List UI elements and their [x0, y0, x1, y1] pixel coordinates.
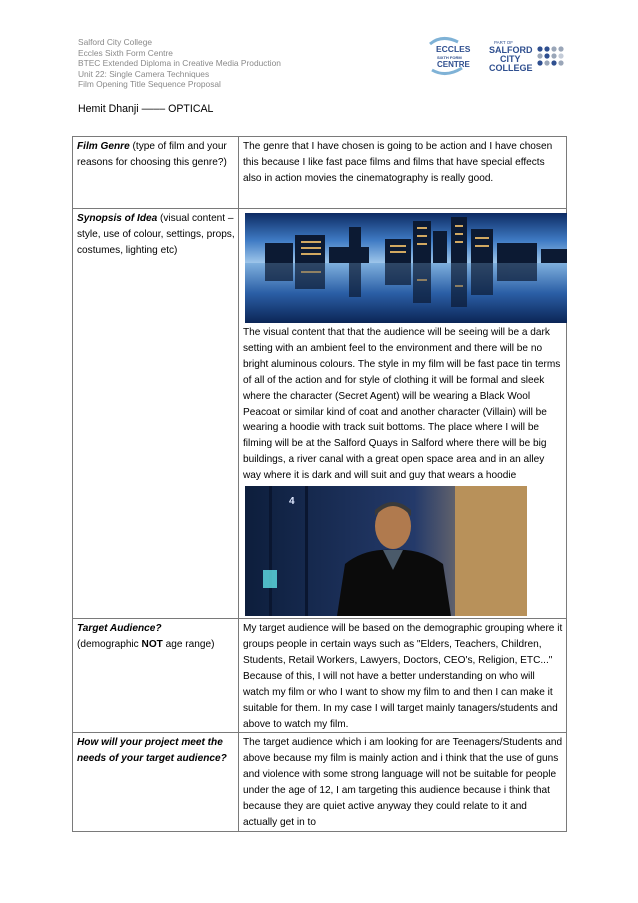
eccles-logo-line3: CENTRE [437, 60, 470, 69]
author-line: Hemit Dhanji –––– OPTICAL [78, 103, 214, 115]
label-text: age range) [162, 638, 215, 650]
row-label-genre [73, 137, 239, 209]
row-content-target: My target audience will be based on the demographic grouping where it groups people in certain ways such as "Elders, Teachers, Children, Students, Retail Workers, Lawyers, Doctors, CEO's, Religion, ETC..." Because of this, I will not have a better understanding on who will watch my film or who I want to show my film to and then I can make it suitable for them. In my case I will target mainly tanagers/students and above to watch my film. [239, 619, 567, 733]
table-row [73, 209, 567, 619]
label-title: Synopsis of Idea [77, 213, 158, 224]
eccles-logo [430, 38, 471, 73]
row-content-genre: The genre that I have chosen is going to be action and I have chosen this because I like fast pace films and films that have special effects also in action movies the cinematography is really good. [239, 137, 567, 209]
secret-agent-photo [245, 486, 527, 616]
label-title: Film Genre [77, 141, 130, 152]
header-line: BTEC Extended Diploma in Creative Media Production [78, 58, 281, 69]
proposal-table [72, 136, 567, 832]
label-text: (demographic [77, 638, 142, 650]
row-content-needs: The target audience which i am looking for are Teenagers/Students and above because my film is mainly action and i think that the use of guns and violence with some strong language will not be suitable for people under the age of 12, I am targeting this audience because i think that because they are quiet active anyway they could relate to it and actually get in to [239, 733, 567, 831]
salford-logo-part-of: PART OF [494, 40, 514, 45]
synopsis-text: The visual content that that the audience will be seeing will be a dark setting with an ambient feel to the environment and there will be no bright aluminous colours. The style in my film will be fast pace tin terms of all of the action and for style of clothing it will be formal and sleek where the character (Secret Agent) will be wearing a Black Wool Peacoat or similar kind of coat and another character (Villain) will be wearing a hoodie with track suit bottoms. The place where I will be filming will be at the Salford Quays in Salford where there will be big buildings, a river canal with a great open space area and in an alley way where it is dark and will suit and guy that wears a hoodie [243, 327, 561, 482]
college-logos [428, 36, 564, 76]
salford-logo-line1: SALFORD [489, 45, 533, 55]
header-line: Film Opening Title Sequence Proposal [78, 79, 221, 90]
eccles-logo-line1: ECCLES [436, 44, 471, 54]
header-line: Unit 22: Single Camera Techniques [78, 68, 210, 79]
row-label-synopsis [73, 209, 239, 619]
label-emphasis: NOT [141, 638, 163, 650]
label-description [77, 637, 235, 653]
label-title: Target Audience? [77, 623, 162, 635]
salford-quays-photo [245, 213, 567, 323]
label-description: (type of film and your reasons for choosing this genre?) [77, 141, 227, 168]
sign-number: 4 [289, 496, 295, 508]
salford-logo-dots [537, 46, 563, 65]
label-description: (visual content – style, use of colour, settings, props, costumes, lighting etc) [77, 213, 235, 256]
salford-logo-line2: CITY [500, 54, 521, 64]
salford-logo-line3: COLLEGE [489, 63, 533, 73]
header-line: Eccles Sixth Form Centre [78, 47, 173, 58]
label-title: How will your project meet the needs of your target audience? [77, 737, 227, 765]
table-row [73, 619, 567, 733]
eccles-logo-line2: SIXTH FORM [437, 55, 462, 60]
college-header [78, 37, 281, 90]
table-row [73, 733, 567, 831]
salford-logo [489, 40, 564, 73]
row-content-synopsis [239, 209, 567, 619]
row-label-needs [73, 733, 239, 831]
table-row [73, 137, 567, 209]
row-label-target [73, 619, 239, 733]
header-line: Salford City College [78, 37, 153, 47]
